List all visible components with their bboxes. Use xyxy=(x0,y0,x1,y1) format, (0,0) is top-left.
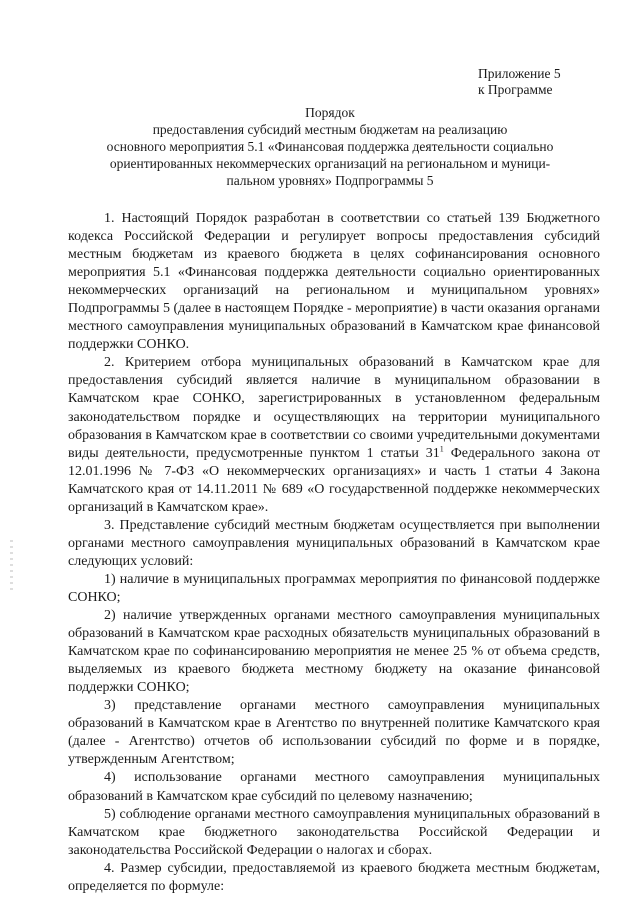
title-heading: Порядок xyxy=(305,105,355,120)
paragraph-2 xyxy=(68,354,600,516)
title-line: ориентированных некоммерческих организаций на региональном и муници- xyxy=(109,156,551,171)
footnote-superscript: 1 xyxy=(439,443,444,453)
appendix-line-1: Приложение 5 xyxy=(478,66,561,81)
condition-5: 5) соблюдение органами местного самоуправления муниципальных образований в Камчатском крае бюджетного законодательства Российской Федерации и законодательства Российской Федерации о налогах и сборах. xyxy=(68,806,600,858)
title-line: предоставления субсидий местным бюджетам на реализацию xyxy=(152,122,508,137)
paragraph-4: 4. Размер субсидии, предоставляемой из краевого бюджета местным бюджетам, определяется по формуле: xyxy=(68,860,600,894)
paragraph-2-tail: Федерального закона от 12.01.1996 № 7-ФЗ «О некоммерческих организациях» и часть 1 статьи 4 Закона Камчатского края от 14.11.2011 № 689 «О государственной поддержке некоммерческих организаций в Камчатском крае». xyxy=(68,445,600,515)
paragraph-1: 1. Настоящий Порядок разработан в соответствии со статьей 139 Бюджетного кодекса Российской Федерации и регулирует вопросы предоставления субсидий местным бюджетам из краевого бюджета в целях софинансирования основного мероприятия 5.1 «Финансовая поддержка деятельности социально ориентированных некоммерческих организаций на региональном и муниципальном уровнях» Подпрограммы 5 (далее в настоящем Порядке - мероприятие) в части оказания органами местного самоуправления муниципальных образований в Камчатском крае финансовой поддержки СОНКО. xyxy=(68,211,600,353)
paragraph-2-text: 2. Критерием отбора муниципальных образований в Камчатском крае для предоставления субсидий является наличие в муниципальном образовании в Камчатском крае СОНКО, зарегистрированных в установленном федеральным законодательством порядке и осуществляющих на территории муниципального образования в Камчатском крае в соответствии со своими учредительными документами виды деятельности, предусмотренные пунктом 1 статьи 31 xyxy=(68,355,600,461)
condition-2: 2) наличие утвержденных органами местного самоуправления муниципальных образований в Камчатском крае расходных обязательств муниципальных образований в Камчатском крае по софинансированию мероприятия не менее 25 % от объема средств, выделяемых из краевого бюджета местному бюджету на оказание финансовой поддержки СОНКО; xyxy=(68,608,600,696)
document-body xyxy=(68,210,600,896)
condition-3: 3) представление органами местного самоуправления муниципальных образований в Камчатском крае в Агентство по внутренней политике Камчатского края (далее - Агентство) отчетов об использовании субсидий по форме и в порядке, утвержденным Агентством; xyxy=(68,698,600,768)
document-title xyxy=(60,104,600,189)
scan-margin-mark xyxy=(10,540,13,590)
condition-1: 1) наличие в муниципальных программах мероприятия по финансовой поддержке СОНКО; xyxy=(68,571,600,605)
paragraph-3: 3. Представление субсидий местным бюджетам осуществляется при выполнении органами местного самоуправления муниципальных образований в Камчатском крае следующих условий: xyxy=(68,517,600,569)
appendix-reference xyxy=(478,66,561,98)
appendix-line-2: к Программе xyxy=(478,82,553,97)
condition-4: 4) использование органами местного самоуправления муниципальных образований в Камчатском крае субсидий по целевому назначению; xyxy=(68,770,600,804)
title-line: основного мероприятия 5.1 «Финансовая поддержка деятельности социально xyxy=(106,139,554,154)
title-line: пальном уровнях» Подпрограммы 5 xyxy=(226,173,434,188)
